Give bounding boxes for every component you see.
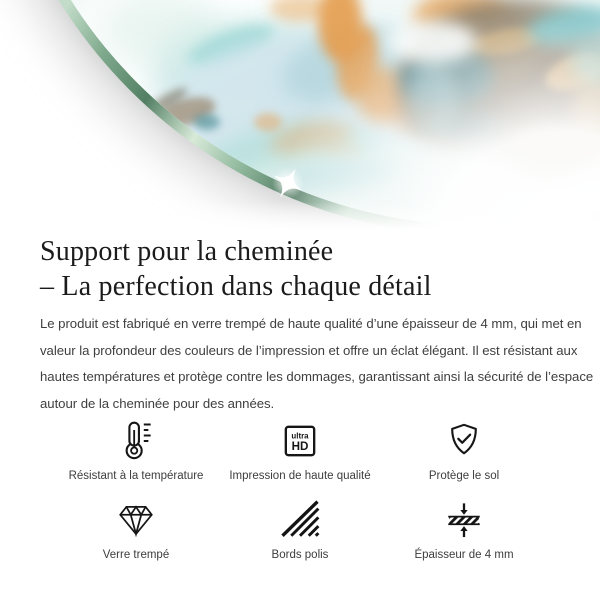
image-fade bbox=[0, 0, 600, 230]
ultra-hd-icon bbox=[280, 419, 320, 463]
feature-label: Résistant à la température bbox=[68, 470, 204, 482]
page-title-line1: Support pour la cheminée bbox=[40, 236, 334, 267]
description-line: autour de la cheminée pour des années. bbox=[40, 395, 275, 411]
product-description bbox=[40, 311, 594, 417]
feature-label: Verre trempé bbox=[102, 549, 170, 561]
feature-item-polished-edges bbox=[218, 498, 382, 561]
ultra-hd-text-bottom: HD bbox=[291, 440, 309, 454]
thermometer-icon bbox=[114, 419, 158, 463]
feature-item-floor-protection bbox=[382, 419, 546, 482]
feature-label: Protège le sol bbox=[428, 470, 500, 482]
diamond-icon bbox=[115, 498, 157, 542]
page-title bbox=[40, 234, 560, 304]
feature-label: Impression de haute qualité bbox=[229, 470, 371, 482]
shield-check-icon bbox=[443, 419, 485, 463]
description-line: hautes températures et protège contre les dommages, garantissant ainsi la sécurité de l’espace bbox=[40, 369, 594, 384]
feature-label: Épaisseur de 4 mm bbox=[414, 549, 514, 561]
polished-edges-icon bbox=[279, 498, 321, 542]
product-details bbox=[0, 234, 600, 561]
feature-item-temperature bbox=[54, 419, 218, 482]
ultra-hd-text-top: ultra bbox=[291, 431, 309, 441]
page-title-line2: – La perfection dans chaque détail bbox=[40, 271, 432, 302]
feature-label: Bords polis bbox=[271, 549, 329, 561]
feature-item-print-quality bbox=[218, 419, 382, 482]
description-line: Le produit est fabriqué en verre trempé de haute qualité d’une épaisseur de 4 mm, qui met en bbox=[40, 316, 582, 331]
feature-grid bbox=[40, 419, 560, 561]
product-image bbox=[0, 0, 600, 230]
feature-item-tempered-glass bbox=[54, 498, 218, 561]
description-line: valeur la profondeur des couleurs de l’impression et offre un éclat élégant. Il est résistant aux bbox=[40, 342, 578, 358]
feature-item-thickness bbox=[382, 498, 546, 561]
thickness-icon bbox=[443, 498, 485, 542]
